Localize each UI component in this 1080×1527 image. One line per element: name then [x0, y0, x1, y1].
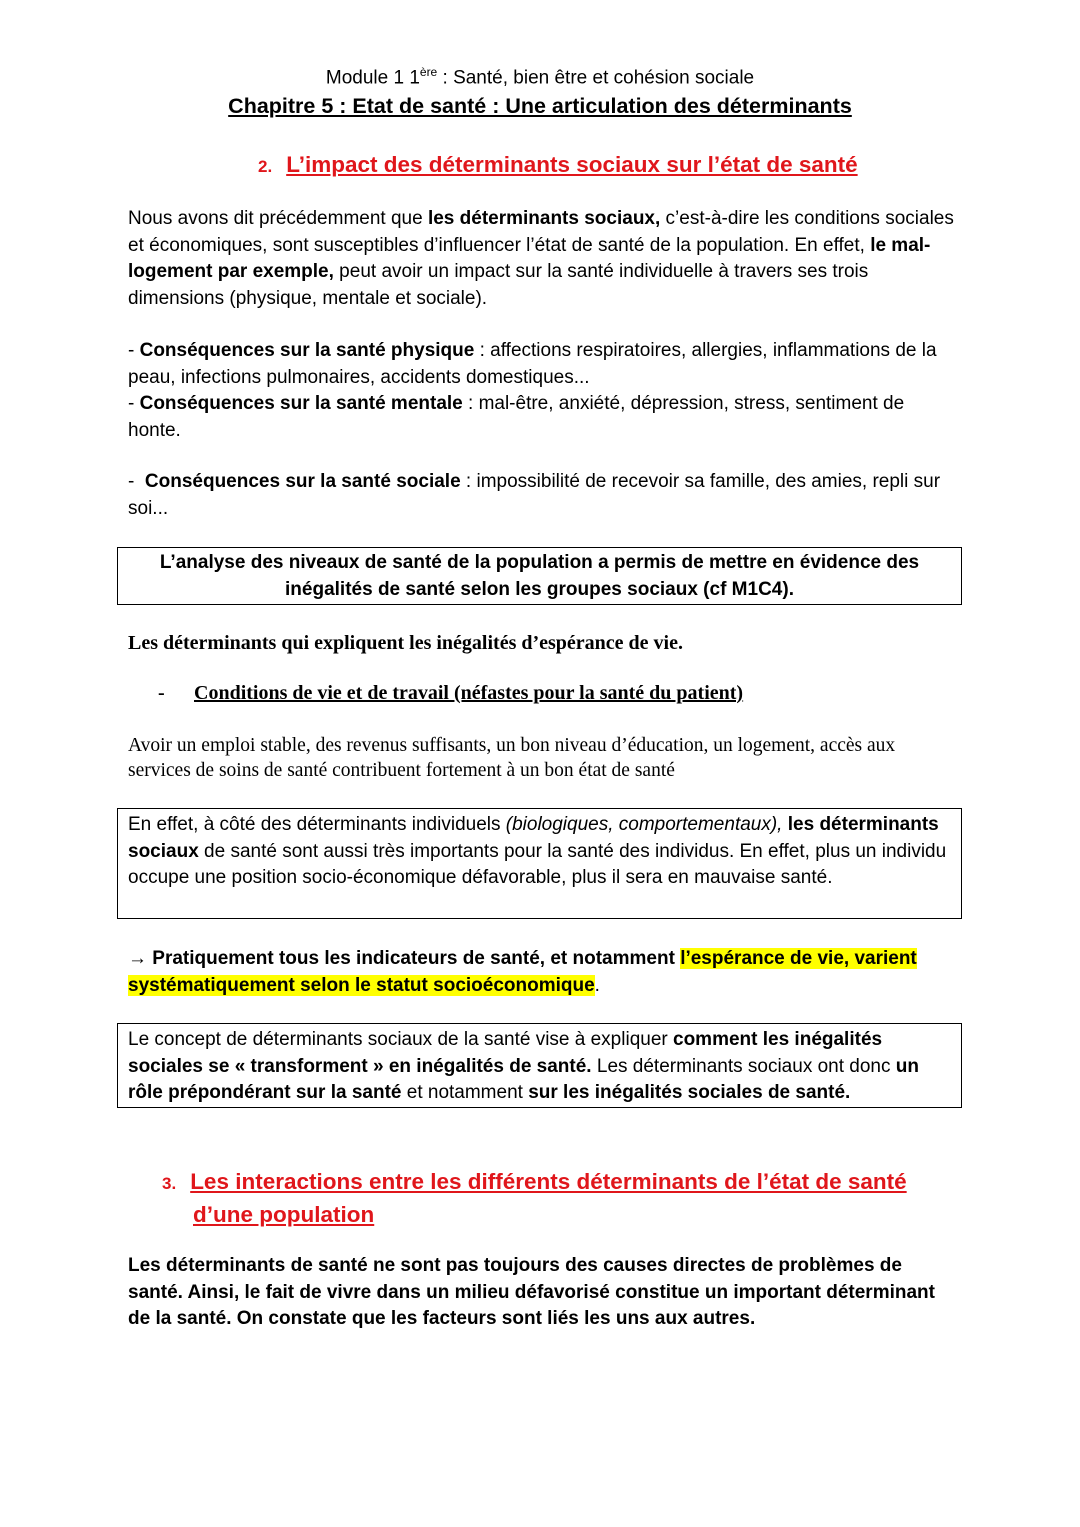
- box3-bold-1: comment les inégalités sociales se « transforment » en inégalités de santé.: [128, 1029, 883, 1077]
- section-2-heading: [258, 152, 858, 178]
- section-3-line-1: [162, 1166, 907, 1199]
- consequence-text: : mal-être, anxiété, dépression, stress, sentiment de honte.: [128, 393, 905, 441]
- box3-bold-2: un rôle prépondérant sur la santé: [128, 1055, 919, 1103]
- consequence-physique: [128, 338, 958, 391]
- consequence-mentale: [128, 391, 958, 444]
- box3-text-3: et notamment: [401, 1082, 529, 1103]
- consequence-sociale: [128, 469, 958, 522]
- consequence-text: : impossibilité de recevoir sa famille, des amies, repli sur soi...: [128, 471, 941, 519]
- box3-text-1: Le concept de déterminants sociaux de la santé vise à expliquer: [128, 1029, 673, 1050]
- section-3-title-line-2: d’une population: [193, 1202, 375, 1227]
- consequence-text: : affections respiratoires, allergies, inflammations de la peau, infections pulmonaires, accidents domestiques...: [128, 340, 937, 388]
- intro-text-1: Nous avons dit précédemment que: [128, 208, 428, 229]
- module-line: [0, 65, 1080, 89]
- conditions-subheading: [158, 682, 743, 705]
- module-prefix: Module 1 1: [325, 67, 420, 89]
- intro-text-3: peut avoir un impact sur la santé individuelle à travers ses trois dimensions (physique, mentale et sociale).: [128, 261, 869, 309]
- box2-text-2: de santé sont aussi très importants pour la santé des individus. En effet, plus un individu occupe une position socio-économique défavorable, plus il sera en mauvaise santé.: [128, 840, 947, 888]
- intro-bold-2: le mal-logement par exemple,: [128, 234, 931, 282]
- intro-bold-1: les déterminants sociaux,: [427, 208, 661, 229]
- section-2-number: 2.: [258, 157, 273, 176]
- callout-line-1: L’analyse des niveaux de santé de la population a permis de mettre en évidence des: [159, 552, 920, 573]
- callout-line-2: inégalités de santé selon les groupes sociaux (cf M1C4).: [285, 578, 794, 600]
- box2-italic: (biologiques, comportementaux),: [505, 814, 783, 835]
- callout-box-determinants: [117, 808, 962, 919]
- final-paragraph: Les déterminants de santé ne sont pas toujours des causes directes de problèmes de santé. Ainsi, le fait de vivre dans un milieu défavorisé constitue un important déterminant de la santé. On constate que les facteurs sont liés les uns aux autres.: [128, 1255, 935, 1329]
- module-suffix: : Santé, bien être et cohésion sociale: [437, 67, 755, 89]
- box2-bold: les déterminants sociaux: [128, 814, 939, 862]
- determinants-heading: Les déterminants qui expliquent les inégalités d’espérance de vie.: [128, 632, 683, 654]
- consequence-label: Conséquences sur la santé mentale: [139, 393, 463, 414]
- conditions-paragraph: Avoir un emploi stable, des revenus suffisants, un bon niveau d’éducation, un logement, accès aux services de soins de santé contribuent fortement à un bon état de santé: [128, 735, 896, 781]
- subheading-dash: -: [158, 682, 165, 704]
- box3-text-2: Les déterminants sociaux ont donc: [591, 1055, 896, 1077]
- callout-box-concept: [117, 1023, 962, 1108]
- intro-paragraph: [128, 206, 958, 312]
- callout-box-content: [118, 1024, 961, 1112]
- highlighted-text: l’espérance de vie, varient systématiquement selon le statut socioéconomique: [128, 948, 917, 996]
- callout-box-content: [118, 548, 961, 608]
- arrow-paragraph: [128, 946, 958, 999]
- arrow-text-1: Pratiquement tous les indicateurs de santé, et notamment: [147, 948, 681, 969]
- chapter-title: [0, 94, 1080, 119]
- section-3-number: 3.: [162, 1174, 177, 1193]
- consequence-dash: -: [128, 393, 140, 414]
- consequence-dash: -: [128, 471, 145, 492]
- module-superscript: ère: [419, 65, 438, 79]
- section-3-heading: [162, 1166, 907, 1230]
- section-2-title: L’impact des déterminants sociaux sur l’état de santé: [286, 152, 858, 177]
- intro-text-2: c’est-à-dire les conditions sociales et économiques, sont susceptibles d’influencer l’état de santé de la population. En effet,: [128, 208, 954, 256]
- consequence-dash: -: [128, 340, 140, 361]
- section-3-line-2: [162, 1199, 907, 1230]
- callout-box-content: [118, 809, 961, 897]
- arrow-text-2: .: [594, 974, 600, 996]
- box3-bold-3: sur les inégalités sociales de santé.: [528, 1082, 851, 1103]
- arrow-icon: →: [128, 948, 147, 969]
- callout-box-inegalites: [117, 547, 962, 605]
- subheading-text: Conditions de vie et de travail (néfastes pour la santé du patient): [194, 682, 744, 704]
- chapter-title-text: Chapitre 5 : Etat de santé : Une articulation des déterminants: [228, 94, 852, 118]
- section-3-title-line-1: Les interactions entre les différents déterminants de l’état de santé: [190, 1169, 907, 1194]
- consequence-label: Conséquences sur la santé sociale: [144, 471, 461, 492]
- consequence-label: Conséquences sur la santé physique: [139, 340, 475, 361]
- box2-text-1: En effet, à côté des déterminants individuels: [128, 814, 506, 835]
